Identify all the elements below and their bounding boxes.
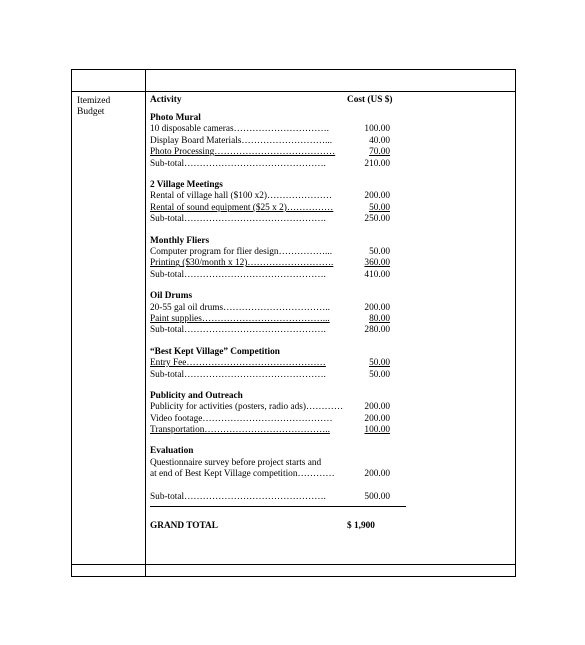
line-item-text: Sub-total………………………………………. xyxy=(150,269,326,280)
line-item-text: Computer program for flier design……………... xyxy=(150,246,333,257)
budget-line-item xyxy=(150,402,390,413)
line-item-text: Entry Fee……………………………………… xyxy=(150,358,326,369)
cost-header: Cost (US $) xyxy=(347,95,393,105)
line-item-amount: 200.00 xyxy=(364,469,390,480)
budget-line-item xyxy=(150,414,390,425)
budget-line-item xyxy=(150,270,390,281)
line-item-text: Printing ($30/month x 12)………………………. xyxy=(150,258,334,269)
budget-line-item xyxy=(150,124,390,135)
section-title: Publicity and Outreach xyxy=(150,390,243,401)
budget-line-item xyxy=(150,425,390,436)
budget-line-item xyxy=(150,159,390,170)
section-title: 2 Village Meetings xyxy=(150,179,223,190)
budget-line-item xyxy=(150,303,390,314)
line-item-amount: 210.00 xyxy=(364,158,390,169)
section-title: Monthly Fliers xyxy=(150,235,210,246)
budget-table xyxy=(71,69,516,577)
header-row-divider xyxy=(72,91,515,92)
line-item-text: Transportation………………………………….. xyxy=(150,425,330,436)
budget-line-item xyxy=(150,214,390,225)
line-item-text: Rental of sound equipment ($25 x 2)…………… xyxy=(150,202,334,213)
budget-line-item xyxy=(150,191,390,202)
line-item-text: Photo Processing………………………………… xyxy=(150,147,336,158)
line-item-text: Rental of village hall ($100 x2)………………… xyxy=(150,191,333,202)
budget-line-item xyxy=(150,458,390,469)
line-item-amount: 70.00 xyxy=(369,147,390,158)
line-item-text: Publicity for activities (posters, radio ads)………… xyxy=(150,402,344,413)
budget-line-item xyxy=(150,147,390,158)
budget-content xyxy=(150,95,393,533)
grand-total-label: GRAND TOTAL xyxy=(150,521,218,532)
line-item-amount: 80.00 xyxy=(369,313,390,324)
budget-line-item xyxy=(150,314,390,325)
line-item-text: Paint supplies…………………………………... xyxy=(150,313,330,324)
line-item-text: Sub-total………………………………………. xyxy=(150,214,326,225)
line-item-text: Questionnaire survey before project starts and xyxy=(150,457,322,468)
budget-line-item xyxy=(150,203,390,214)
line-item-amount: 50.00 xyxy=(369,369,390,380)
budget-sections xyxy=(150,113,390,481)
activity-header: Activity xyxy=(150,95,182,105)
budget-line-item xyxy=(150,247,390,258)
label-line-1: Itemized xyxy=(77,96,111,106)
budget-line-item xyxy=(150,469,390,480)
line-item-text: Sub-total………………………………………. xyxy=(150,369,326,380)
line-item-text: Video footage…………………………………… xyxy=(150,413,333,424)
line-item-amount: 200.00 xyxy=(364,191,390,202)
section-title: Oil Drums xyxy=(150,291,193,302)
footer-row-divider xyxy=(72,564,515,565)
line-item-text: 10 disposable cameras…………………………. xyxy=(150,124,329,135)
section-title: “Best Kept Village” Competition xyxy=(150,346,280,357)
section-title: Photo Mural xyxy=(150,113,201,123)
total-rule xyxy=(150,506,406,507)
line-item-amount: 200.00 xyxy=(364,402,390,413)
grand-total-row xyxy=(150,521,390,533)
line-item-amount: 250.00 xyxy=(364,214,390,225)
final-subtotal-row xyxy=(150,492,390,503)
budget-line-item xyxy=(150,370,390,381)
line-item-amount: 40.00 xyxy=(369,135,390,146)
line-item-amount: 50.00 xyxy=(369,246,390,257)
line-item-text: Sub-total………………………………………. xyxy=(150,325,326,336)
budget-line-item xyxy=(150,258,390,269)
budget-line-item xyxy=(150,136,390,147)
section-title: Evaluation xyxy=(150,446,194,457)
line-item-amount: 280.00 xyxy=(364,325,390,336)
final-subtotal-amount: 500.00 xyxy=(364,491,390,502)
grand-total-amount: $ 1,900 xyxy=(347,521,375,532)
line-item-amount: 360.00 xyxy=(364,258,390,269)
line-item-text: Display Board Materials………………………... xyxy=(150,135,333,146)
line-item-text: Sub-total………………………………………. xyxy=(150,158,326,169)
column-headers xyxy=(150,95,393,107)
line-item-amount: 200.00 xyxy=(364,302,390,313)
line-item-amount: 200.00 xyxy=(364,413,390,424)
label-line-2: Budget xyxy=(77,107,105,117)
line-item-amount: 100.00 xyxy=(364,425,390,436)
line-item-amount: 410.00 xyxy=(364,269,390,280)
itemized-budget-label xyxy=(77,96,143,118)
line-item-text: 20-55 gal oil drums…………………………….. xyxy=(150,302,330,313)
line-item-text: at end of Best Kept Village competition………… xyxy=(150,469,335,480)
line-item-amount: 100.00 xyxy=(364,124,390,135)
budget-line-item xyxy=(150,325,390,336)
column-divider xyxy=(145,70,146,576)
line-item-amount: 50.00 xyxy=(369,202,390,213)
final-subtotal-text: Sub-total………………………………………. xyxy=(150,491,326,502)
line-item-amount: 50.00 xyxy=(369,358,390,369)
budget-line-item xyxy=(150,358,390,369)
